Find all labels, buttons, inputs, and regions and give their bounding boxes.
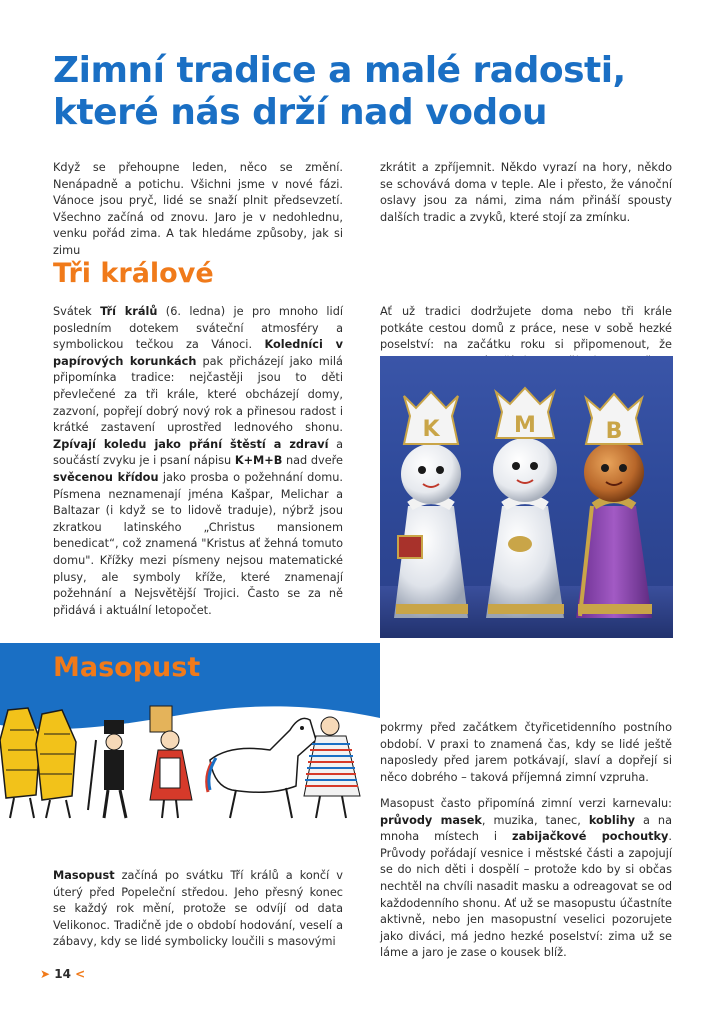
masopust-procession-illustration <box>0 700 380 825</box>
page-title: Zimní tradice a malé radosti, které nás drží nad vodou <box>53 50 626 133</box>
page-number-value: 14 <box>54 967 71 981</box>
masopust-paragraph-left: Masopust začíná po svátku Tří králů a končí v úterý před Popeleční středou. Jeho přesný konec se každý rok mění, protože se odvíjí od data Velikonoc. Tradičně jde o období hodování, veselí a zábavy, kdy se lidé symbolicky loučili s masovými <box>53 869 343 949</box>
masopust-paragraph-right-1: pokrmy před začátkem čtyřicetidenního postního období. V praxi to znamená čas, kdy se lidé ještě naposledy před jarem potkávají, slaví a dopřejí si něco dobrého – taková příjemná zimní vzpruha. <box>380 721 672 784</box>
king-figure-k <box>394 392 468 618</box>
straw-mask-figure <box>0 708 40 818</box>
tri-kralove-paragraph: Svátek Tří králů (6. ledna) je pro mnoho lidí posledním dotekem sváteční atmosféry a symbolickou tečkou za Vánoci. Koledníci v papírových korunkách pak přicházejí jako milá připomínka tradice: nejčastěji jsou to děti převlečené za tři krále, které obcházejí domy, zazvoní, popřejí dobrý nový rok a přinesou radost i krátké zastavení uprostřed lednového shonu. Zpívají koledu jako přání štěstí a zdraví a součástí zvyku je i psaní nápisu K+M+B nad dveře svěcenou křídou jako prosba o požehnání domu. Písmena neznamenají jména Kašpar, Melichar a Baltazar (i když se to lidově traduje), nýbrž jsou zkratkou latinského „Christus mansionem benedicat“, což znamená "Kristus ať žehná tomuto domu". Křížky mezi písmeny nejsou matematické plusy, ale symboly kříže, které znamenají požehnání a Nejsvětější Trojici. Často se za ně přidává i aktuální letopočet. <box>53 305 344 617</box>
crown-letter-m: M <box>514 413 536 438</box>
arrow-right-icon: ➤ <box>40 967 51 981</box>
chimney-sweep-figure <box>88 720 126 818</box>
horse-mask-figure <box>207 718 316 818</box>
king-figure-m <box>486 388 564 618</box>
king-figure-b <box>576 394 652 618</box>
tri-kralove-paragraph-right: Ať už tradici dodržujete doma nebo tři krále potkáte cestou domů z práce, nese v sobě hezké poselství: na začátku roku si připomenout, že <box>380 305 672 352</box>
three-kings-photo <box>380 356 673 638</box>
section-heading-masopust: Masopust <box>53 652 201 683</box>
crown-letter-b: B <box>605 419 623 444</box>
intro-paragraph-right: zkrátit a zpříjemnit. Někdo vyrazí na hory, někdo se schovává doma v teple. Ale i přesto, že vánoční oslavy jsou za námi, zima nám přináší spousty dalších tradic a zvyků, které stojí za zmínku. <box>380 161 672 224</box>
arrow-left-icon: < <box>75 967 86 981</box>
woman-with-basket-figure <box>150 706 192 818</box>
intro-paragraph-left: Když se přehoupne leden, něco se změní. Nenápadně a potichu. Všichni jsme v nové fázi. Vánoce jsou pryč, lidé se snaží plnit předsevzetí. Všechno začíná od znovu. Jaro je v nedohlednu, venku pořád zima. A tak hledáme způsoby, jak si zimu <box>53 161 343 257</box>
page-number <box>40 967 85 981</box>
masopust-paragraph-right-2: Masopust často připomíná zimní verzi karnevalu: průvody masek, muzika, tanec, koblihy a na mnoha místech i zabijačkové pochoutky. Průvody pořádají vesnice i městské části a zapojují se do nich děti i dospělí – protože kdo by si občas nechtěl na chvíli nasadit masku a odreagovat se od každodenního shonu. Ať už se masopustu účastníte aktivně, nebo jen masopustní veselici pozorujete jako diváci, má jedno hezké poselství: zima už se láme a jaro je zase o kousek blíž. <box>380 797 673 960</box>
straw-mask-figure <box>36 710 76 818</box>
crown-letter-k: K <box>422 417 440 442</box>
section-heading-tri-kralove: Tři králové <box>53 258 214 289</box>
